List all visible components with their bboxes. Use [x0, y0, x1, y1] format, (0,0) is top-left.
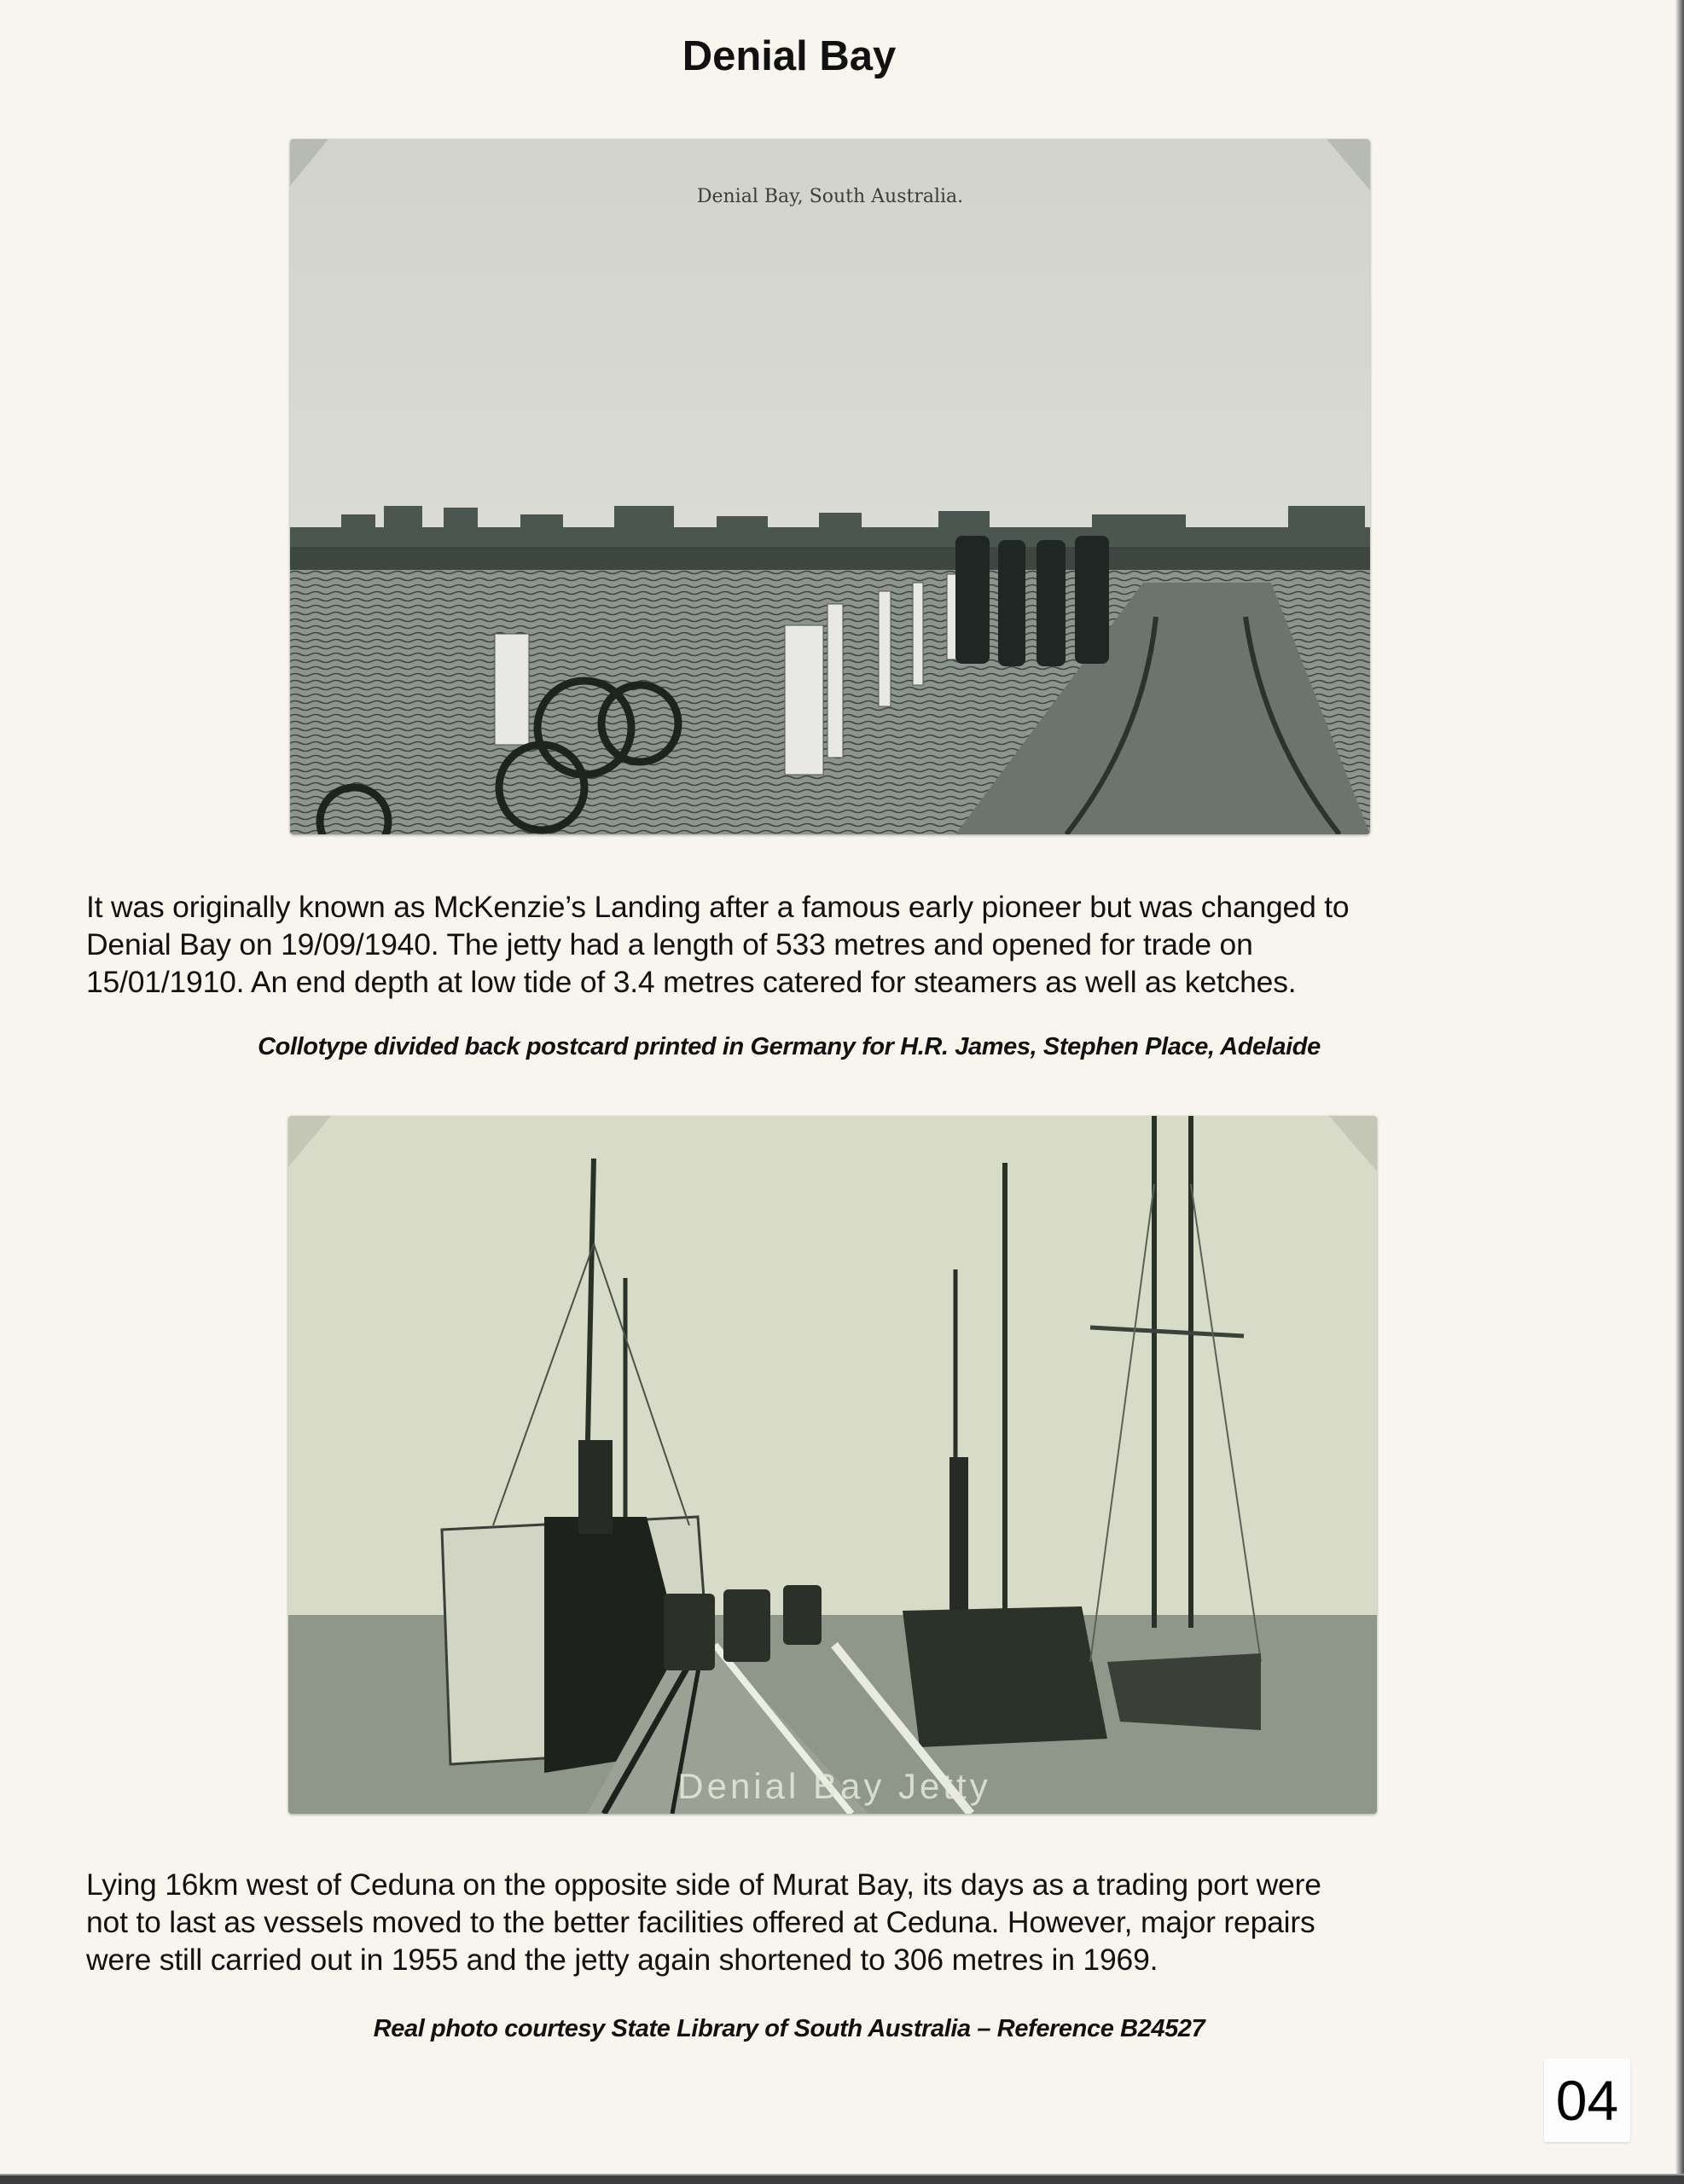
page-title: Denial Bay — [682, 33, 897, 79]
printed-caption: Denial Bay, South Australia. — [696, 186, 964, 207]
paragraph-decline — [86, 1866, 1553, 1978]
paragraph-line: not to last as vessels moved to the better facilities offered at Ceduna. However, major repairs — [86, 1905, 1315, 1939]
real-photo-ships — [288, 1116, 1377, 1814]
ships-photo-image — [288, 1116, 1377, 1814]
page-edge-right — [1675, 0, 1684, 2175]
paragraph-line: were still carried out in 1955 and the jetty again shortened to 306 metres in 1969. — [86, 1943, 1158, 1977]
page-number-badge: 04 — [1544, 2059, 1630, 2142]
jetty-postcard-image — [290, 139, 1370, 834]
postcard-photo-jetty — [290, 139, 1370, 834]
paragraph-line: Denial Bay on 19/09/1940. The jetty had a length of 533 metres and opened for trade on — [86, 927, 1253, 961]
paragraph-line: It was originally known as McKenzie’s Landing after a famous early pioneer but was changed to — [86, 890, 1350, 924]
overlay-caption: Denial Bay Jetty — [677, 1766, 991, 1806]
source-caption-real-photo: Real photo courtesy State Library of South Australia – Reference B24527 — [373, 2015, 1205, 2042]
paragraph-line: Lying 16km west of Ceduna on the opposite side of Murat Bay, its days as a trading port were — [86, 1867, 1321, 1902]
page-edge-bottom — [0, 2174, 1684, 2184]
shoreline — [290, 547, 1370, 572]
paragraph-line: 15/01/1910. An end depth at low tide of 3.4 metres catered for steamers as well as ketches. — [86, 965, 1297, 999]
source-caption-postcard: Collotype divided back postcard printed in Germany for H.R. James, Stephen Place, Adelaide — [258, 1033, 1321, 1060]
paragraph-history — [86, 888, 1553, 1001]
